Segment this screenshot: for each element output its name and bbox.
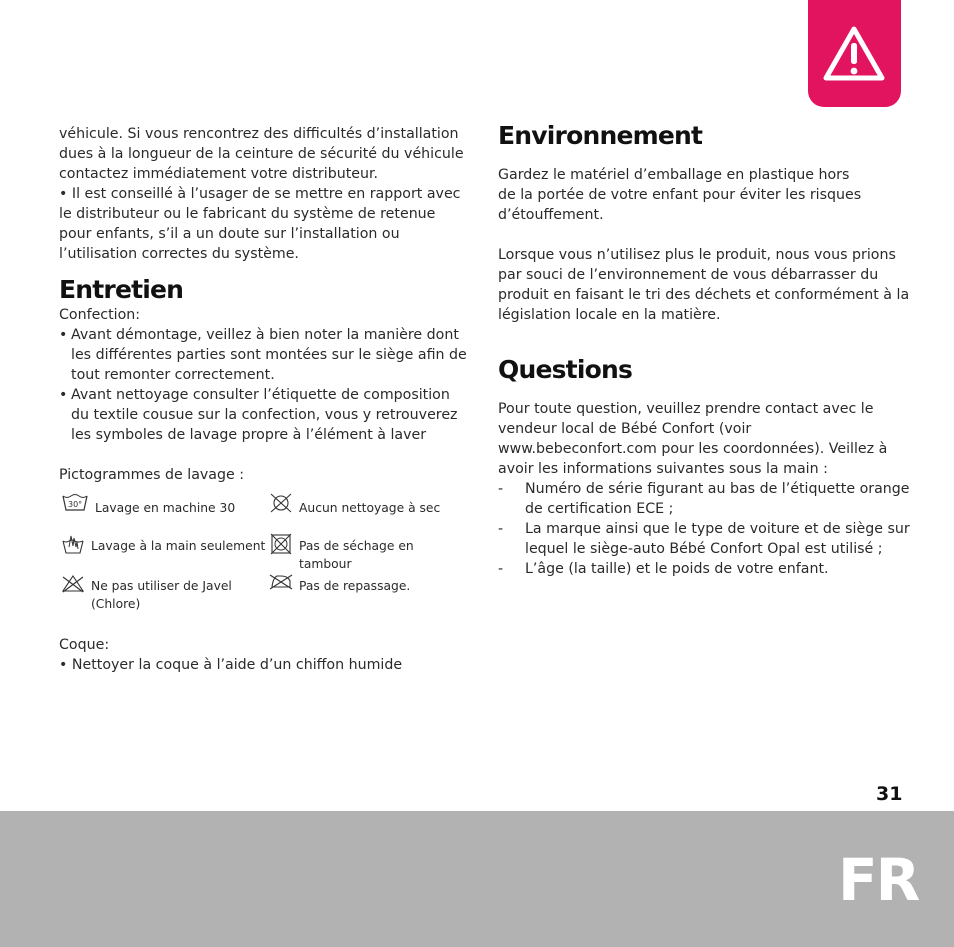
- questions-heading: Questions: [498, 355, 633, 384]
- page-number: 31: [876, 783, 903, 805]
- entretien-heading: Entretien: [59, 275, 184, 304]
- footer-band: [0, 811, 954, 947]
- dash-mark: -: [498, 521, 504, 537]
- questions-item-text: Numéro de série figurant au bas de l’étiquette orange de certification ECE ;: [525, 481, 910, 517]
- questions-item-3: [498, 559, 918, 579]
- no-iron-icon: [269, 573, 293, 591]
- picto-label: Lavage en machine 30: [95, 501, 236, 515]
- picto-wash-30: [61, 495, 235, 517]
- env-paragraph-1: Gardez le matériel d’emballage en plastique hors de la portée de votre enfant pour éviter les risques d’étouffement.: [498, 167, 862, 223]
- confection-bullet-2: [59, 385, 469, 445]
- coque-bullet: [59, 655, 469, 675]
- picto-no-dry-clean: [269, 495, 440, 517]
- intro-bullet-text: Il est conseillé à l’usager de se mettre en rapport avec le distributeur ou le fabricant du système de retenue pour enfants, s’il a un doute sur l’installation ou l’utilisation correctes du système.: [59, 186, 461, 262]
- intro-paragraph: véhicule. Si vous rencontrez des difficultés d’installation dues à la longueur de la ceinture de sécurité du véhicule contactez immédiatement votre distributeur.: [59, 126, 464, 182]
- dash-mark: -: [498, 561, 504, 577]
- warning-triangle-icon: [823, 26, 885, 82]
- bullet-mark: •: [59, 387, 68, 403]
- confection-bullet-text: Avant démontage, veillez à bien noter la manière dont les différentes parties sont montées sur le siège afin de tout remonter correctement.: [71, 327, 467, 383]
- care-symbols: [59, 491, 469, 631]
- confection-bullet-1: [59, 325, 469, 385]
- no-tumble-dry-icon: [269, 533, 293, 555]
- confection-bullet-text: Avant nettoyage consulter l’étiquette de composition du textile cousue sur la confection, vous y retrouverez les symboles de lavage propre à l’élément à laver: [71, 387, 458, 443]
- questions-item-1: [498, 479, 918, 519]
- dash-mark: -: [498, 481, 504, 497]
- wash-30-icon: [61, 493, 89, 513]
- right-column: [498, 121, 918, 579]
- intro-bullet: [59, 184, 469, 264]
- confection-label: Confection:: [59, 307, 141, 323]
- picto-label: Ne pas utiliser de Javel (Chlore): [91, 579, 232, 611]
- questions-intro: Pour toute question, veuillez prendre contact avec le vendeur local de Bébé Confort (voir www.bebeconfort.com pour les coordonnées). Veillez à avoir les informations suivantes sous la main :: [498, 401, 888, 477]
- bullet-mark: •: [59, 186, 68, 202]
- hand-wash-icon: [61, 533, 85, 555]
- no-dry-clean-icon: [269, 493, 293, 513]
- questions-item-text: La marque ainsi que le type de voiture et de siège sur lequel le siège-auto Bébé Confort Opal est utilisé ;: [525, 521, 910, 557]
- picto-no-bleach: [61, 575, 251, 613]
- language-code: FR: [838, 846, 919, 914]
- questions-item-2: [498, 519, 918, 559]
- coque-label: Coque:: [59, 637, 110, 653]
- env-paragraph-2: Lorsque vous n’utilisez plus le produit, nous vous prions par souci de l’environnement de vous débarrasser du produit en faisant le tri des déchets et conformément à la législation locale en la matière.: [498, 247, 910, 323]
- bullet-mark: •: [59, 327, 68, 343]
- picto-label: Lavage à la main seulement: [91, 539, 266, 553]
- picto-no-iron: [269, 575, 410, 595]
- picto-no-tumble-dry: [269, 535, 469, 573]
- no-bleach-icon: [61, 573, 85, 593]
- picto-label: Pas de repassage.: [299, 579, 411, 593]
- bullet-mark: •: [59, 657, 68, 673]
- picto-label: Pas de séchage en tambour: [299, 539, 414, 571]
- coque-bullet-text: Nettoyer la coque à l’aide d’un chiffon humide: [71, 657, 403, 673]
- questions-item-text: L’âge (la taille) et le poids de votre enfant.: [525, 561, 829, 577]
- picto-hand-wash: [61, 535, 265, 555]
- warning-tab: [808, 0, 901, 107]
- wash-temp-label: 30°: [68, 500, 83, 509]
- picto-label: Aucun nettoyage à sec: [299, 501, 441, 515]
- pictos-label: Pictogrammes de lavage :: [59, 467, 245, 483]
- environnement-heading: Environnement: [498, 121, 703, 150]
- left-column: [59, 124, 469, 675]
